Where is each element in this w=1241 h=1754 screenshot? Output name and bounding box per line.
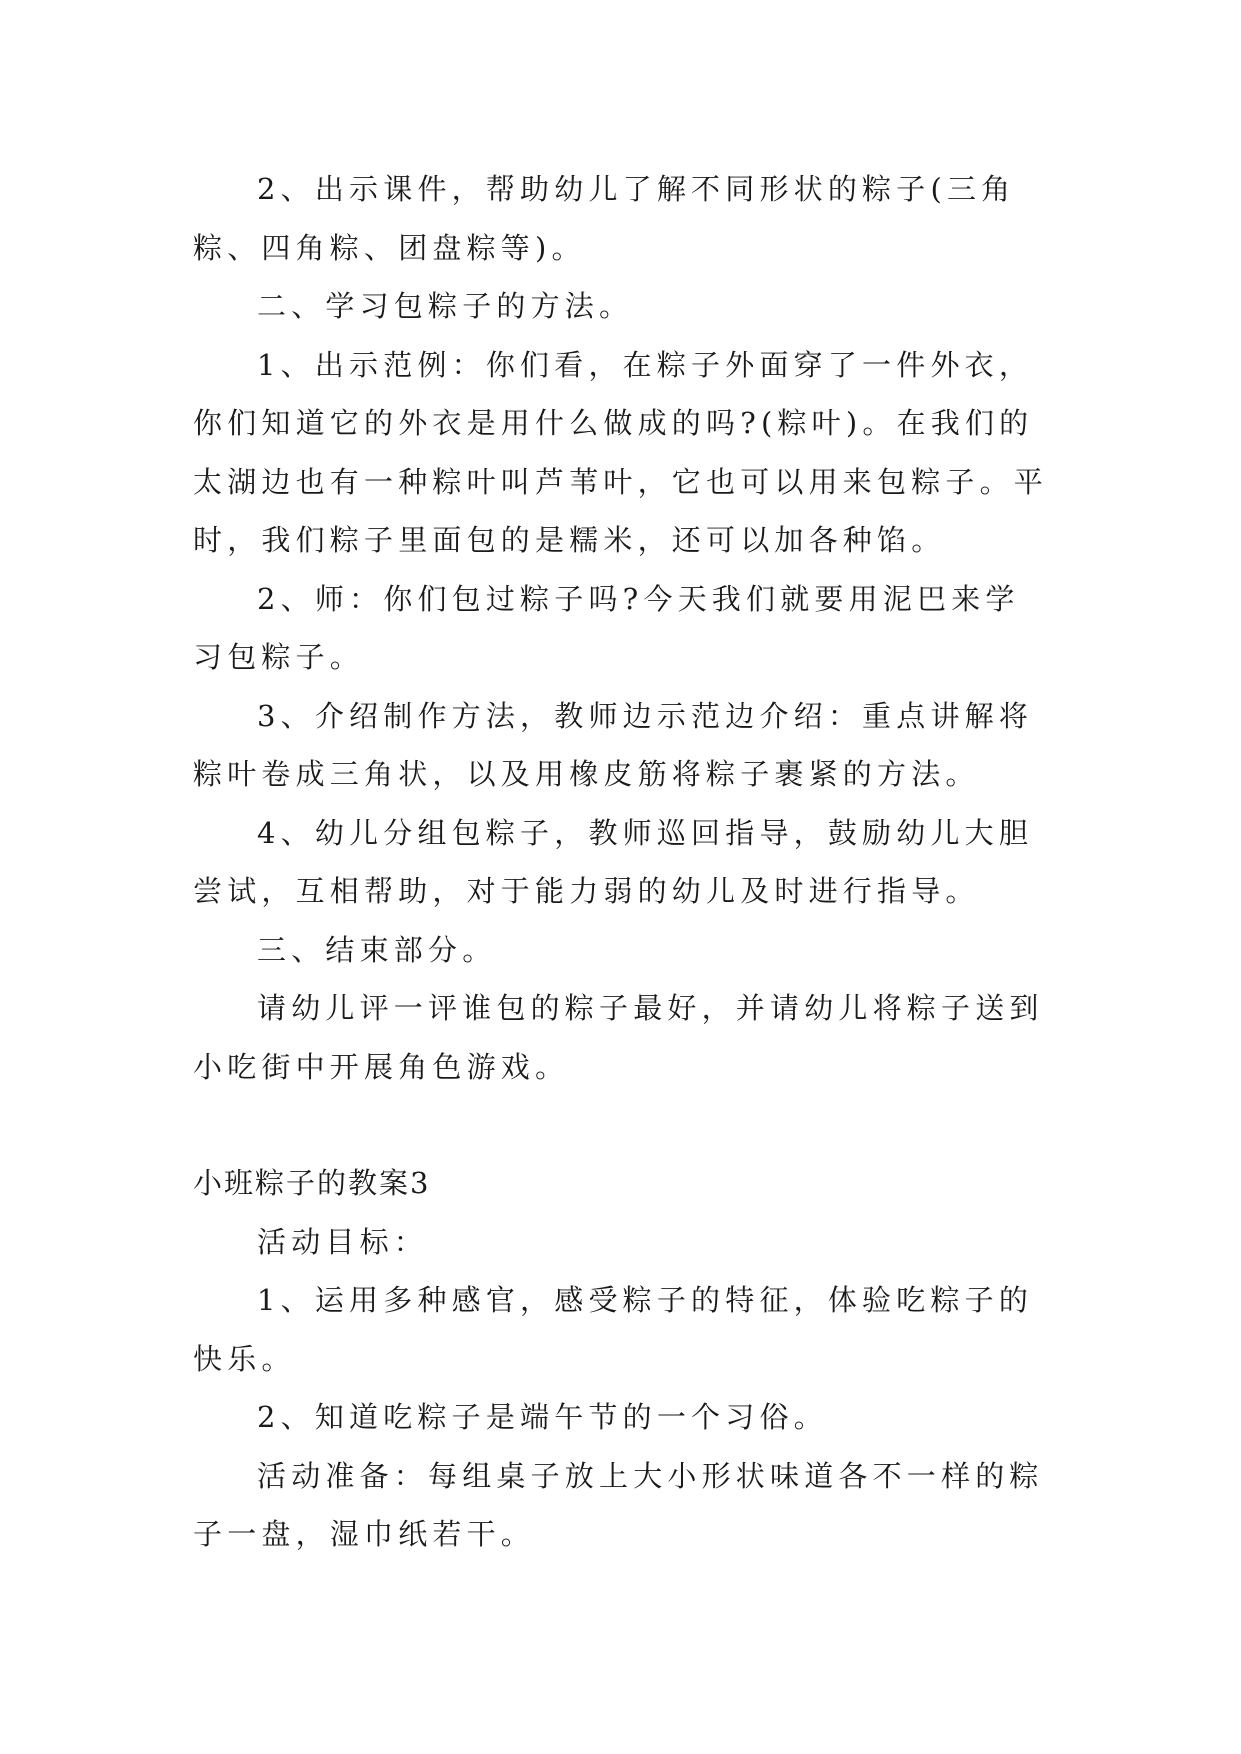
paragraph: 请幼儿评一评谁包的粽子最好，并请幼儿将粽子送到小吃街中开展角色游戏。 — [193, 991, 1044, 1084]
paragraph: 3、介绍制作方法，教师边示范边介绍：重点讲解将粽叶卷成三角状，以及用橡皮筋将粽子裹紧的方法。 — [193, 698, 1034, 791]
paragraph: 三、结束部分。 — [257, 932, 497, 967]
paragraph: 2、出示课件，帮助幼儿了解不同形状的粽子(三角粽、四角粽、团盘粽等)。 — [193, 172, 1016, 265]
paragraph: 1、运用多种感官，感受粽子的特征，体验吃粽子的快乐。 — [193, 1283, 1034, 1376]
section-heading: 小班粽子的教案3 — [193, 1166, 431, 1200]
paragraph: 2、知道吃粽子是端午节的一个习俗。 — [257, 1400, 828, 1434]
paragraph: 2、师：你们包过粽子吗?今天我们就要用泥巴来学习包粽子。 — [193, 581, 1020, 674]
paragraph: 1、出示范例：你们看，在粽子外面穿了一件外衣，你们知道它的外衣是用什么做成的吗?(粽叶)。在我们的太湖边也有一种粽叶叫芦苇叶，它也可以用来包粽子。平时，我们粽子里面包的是糯米，还可以加各种馅。 — [193, 347, 1049, 557]
paragraph: 活动目标： — [257, 1224, 429, 1259]
paragraph: 二、学习包粽子的方法。 — [257, 289, 634, 323]
document-body — [193, 160, 1053, 1564]
paragraph: 活动准备：每组桌子放上大小形状味道各不一样的粽子一盘，湿巾纸若干。 — [193, 1458, 1044, 1551]
paragraph: 4、幼儿分组包粽子，教师巡回指导，鼓励幼儿大胆尝试，互相帮助，对于能力弱的幼儿及时进行指导。 — [193, 815, 1034, 908]
